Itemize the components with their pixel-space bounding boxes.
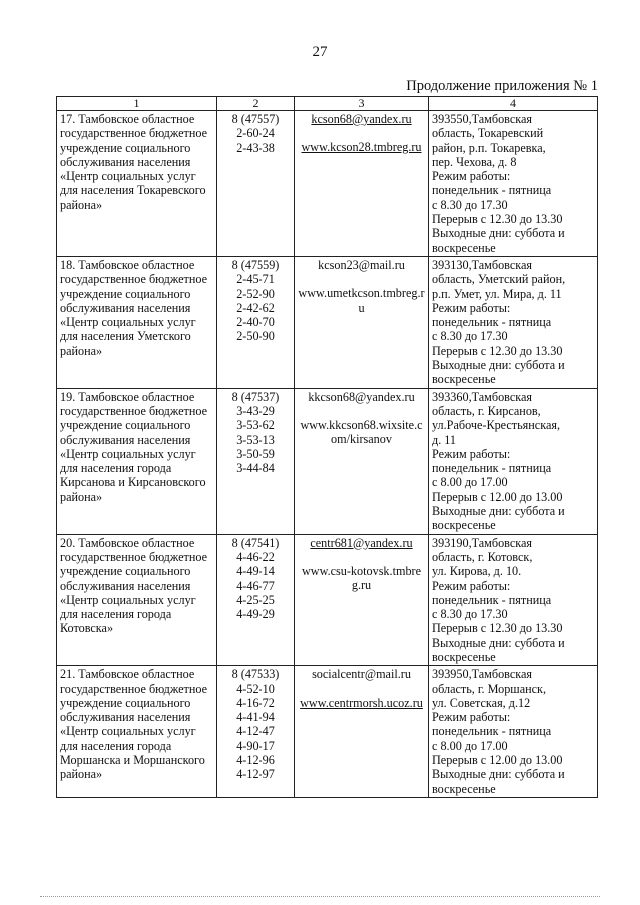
address-line: Перерыв с 12.30 до 13.30: [432, 621, 563, 636]
address-line: ул.Рабоче-Крестьянская,: [432, 418, 561, 433]
organization-cell: [57, 534, 217, 666]
email-link[interactable]: kcson23@mail.ru: [318, 257, 405, 272]
address-line: д. 11: [432, 432, 457, 447]
table-row: [57, 534, 598, 666]
address-line: область, г. Кирсанов,: [432, 403, 541, 418]
address-line: понедельник - пятница: [432, 183, 552, 198]
address-line: с 8.30 до 17.30: [432, 197, 508, 212]
phone-number: 4-12-96: [236, 753, 275, 768]
organization-cell: [57, 666, 217, 798]
phone-area-code: 8 (47559): [231, 257, 280, 272]
phone-number: 4-90-17: [236, 738, 275, 753]
phone-number: 3-44-84: [236, 461, 275, 476]
table-row: [57, 388, 598, 534]
page-bottom-rule: [40, 896, 600, 897]
address-schedule-cell: [429, 388, 598, 534]
social-centers-table: [56, 96, 598, 798]
phone-cell: [217, 534, 295, 666]
address-line: ул. Кирова, д. 10.: [432, 564, 522, 579]
website-link[interactable]: www.kcson28.tmbreg.ru: [301, 140, 422, 155]
phone-number: 2-42-62: [236, 300, 275, 315]
address-line: Перерыв с 12.30 до 13.30: [432, 212, 563, 227]
address-line: 393550,Тамбовская: [432, 112, 533, 126]
table-body: [57, 111, 598, 798]
spacer: [298, 550, 425, 564]
web-contacts-cell: [295, 111, 429, 257]
address-line: с 8.00 до 17.00: [432, 738, 508, 753]
address-line: с 8.30 до 17.30: [432, 329, 508, 344]
address-line: 393360,Тамбовская: [432, 389, 533, 404]
phone-number: 3-53-62: [236, 418, 275, 433]
web-contacts-cell: [295, 534, 429, 666]
table-row: [57, 111, 598, 257]
address-line: понедельник - пятница: [432, 315, 552, 330]
phone-cell: [217, 256, 295, 388]
address-line: Режим работы:: [432, 300, 511, 315]
column-header-2: 2: [217, 97, 295, 111]
address-line: 393190,Тамбовская: [432, 535, 533, 550]
phone-number: 2-60-24: [236, 126, 275, 141]
table-row: [57, 666, 598, 798]
phone-number: 4-46-22: [236, 549, 275, 564]
address-schedule-cell: [429, 666, 598, 798]
spacer: [298, 272, 425, 286]
address-line: с 8.00 до 17.00: [432, 475, 508, 490]
email-link[interactable]: socialcentr@mail.ru: [312, 667, 411, 682]
phone-area-code: 8 (47537): [231, 389, 280, 404]
phone-area-code: 8 (47533): [231, 667, 280, 682]
column-header-4: 4: [429, 97, 598, 111]
phone-number: 4-49-14: [236, 564, 275, 579]
appendix-continuation-note: Продолжение приложения № 1: [406, 78, 598, 94]
address-line: Перерыв с 12.00 до 13.00: [432, 489, 563, 504]
phone-cell: [217, 111, 295, 257]
address-line: понедельник - пятница: [432, 461, 552, 476]
address-line: ул. Советская, д.12: [432, 695, 531, 710]
organization-cell: [57, 388, 217, 534]
address-line: район, р.п. Токаревка,: [432, 140, 546, 155]
phone-number: 4-25-25: [236, 592, 275, 607]
spacer: [298, 682, 425, 696]
organization-cell: [57, 111, 217, 257]
website-link[interactable]: www.centrmorsh.ucoz.ru: [300, 695, 423, 710]
address-line: Перерыв с 12.00 до 13.00: [432, 753, 563, 768]
address-line: Режим работы:: [432, 169, 511, 184]
address-line: воскресенье: [432, 649, 496, 664]
address-line: Режим работы:: [432, 446, 511, 461]
phone-number: 2-52-90: [236, 286, 275, 301]
phone-number: 2-45-71: [236, 272, 275, 287]
address-line: область, г. Котовск,: [432, 549, 533, 564]
organization-name: 20. Тамбовское областное государственное бюджетное учреждение социального обслуживания населения «Центр социальных услуг для населения города Котовска»: [60, 535, 207, 636]
address-line: область, Уметский район,: [432, 272, 566, 287]
phone-number: 2-40-70: [236, 315, 275, 330]
address-line: Выходные дни: суббота и: [432, 226, 565, 241]
address-schedule-cell: [429, 256, 598, 388]
address-line: воскресенье: [432, 240, 496, 255]
address-line: понедельник - пятница: [432, 724, 552, 739]
phone-number: 4-12-97: [236, 767, 275, 782]
address-line: Выходные дни: суббота и: [432, 504, 565, 519]
phone-number: 4-49-29: [236, 607, 275, 622]
address-line: Режим работы:: [432, 710, 511, 725]
table-header-row: [57, 97, 598, 111]
address-line: воскресенье: [432, 781, 496, 796]
address-line: Режим работы:: [432, 578, 511, 593]
spacer: [298, 126, 425, 140]
web-contacts-cell: [295, 666, 429, 798]
phone-number: 3-53-13: [236, 432, 275, 447]
organization-name: 18. Тамбовское областное государственное бюджетное учреждение социального обслуживания населения «Центр социальных услуг для населения Уметского района»: [60, 257, 207, 358]
address-line: область, г. Моршанск,: [432, 681, 546, 696]
address-schedule-cell: [429, 534, 598, 666]
phone-area-code: 8 (47557): [231, 112, 280, 126]
phone-number: 4-16-72: [236, 695, 275, 710]
column-header-1: 1: [57, 97, 217, 111]
phone-number: 4-52-10: [236, 681, 275, 696]
address-line: понедельник - пятница: [432, 592, 552, 607]
web-contacts-cell: [295, 388, 429, 534]
website-link[interactable]: www.kkcson68.wixsite.com/kirsanov: [300, 417, 423, 447]
organization-cell: [57, 256, 217, 388]
address-line: р.п. Умет, ул. Мира, д. 11: [432, 286, 562, 301]
address-line: с 8.30 до 17.30: [432, 607, 508, 622]
phone-number: 4-46-77: [236, 578, 275, 593]
address-line: Выходные дни: суббота и: [432, 358, 565, 373]
phone-cell: [217, 666, 295, 798]
phone-number: 4-12-47: [236, 724, 275, 739]
column-header-3: 3: [295, 97, 429, 111]
email-link[interactable]: centr681@yandex.ru: [310, 535, 413, 550]
phone-area-code: 8 (47541): [231, 535, 280, 550]
website-link[interactable]: www.umetkcson.tmbreg.ru: [298, 286, 425, 315]
email-link[interactable]: kkcson68@yandex.ru: [308, 389, 415, 404]
organization-name: 21. Тамбовское областное государственное бюджетное учреждение социального обслуживания населения «Центр социальных услуг для населения города Моршанска и Моршанского района»: [60, 667, 207, 782]
organization-name: 17. Тамбовское областное государственное бюджетное учреждение социального обслуживания населения «Центр социальных услуг для населения Токаревского района»: [60, 112, 207, 212]
address-line: Выходные дни: суббота и: [432, 767, 565, 782]
spacer: [298, 404, 425, 418]
page-number: 27: [312, 44, 328, 60]
address-line: пер. Чехова, д. 8: [432, 154, 517, 169]
address-line: воскресенье: [432, 372, 496, 387]
organization-name: 19. Тамбовское областное государственное бюджетное учреждение социального обслуживания населения «Центр социальных услуг для населения города Кирсанова и Кирсановского района»: [60, 389, 207, 504]
address-line: Выходные дни: суббота и: [432, 635, 565, 650]
address-line: 393950,Тамбовская: [432, 667, 533, 682]
phone-number: 3-50-59: [236, 446, 275, 461]
phone-number: 2-43-38: [236, 140, 275, 155]
address-line: воскресенье: [432, 518, 496, 533]
phone-number: 2-50-90: [236, 329, 275, 344]
table-row: [57, 256, 598, 388]
phone-number: 4-41-94: [236, 710, 275, 725]
email-link[interactable]: kcson68@yandex.ru: [311, 112, 412, 126]
address-line: 393130,Тамбовская: [432, 257, 533, 272]
address-line: Перерыв с 12.30 до 13.30: [432, 343, 563, 358]
phone-cell: [217, 388, 295, 534]
address-line: область, Токаревский: [432, 126, 544, 141]
address-schedule-cell: [429, 111, 598, 257]
web-contacts-cell: [295, 256, 429, 388]
website-link[interactable]: www.csu-kotovsk.tmbreg.ru: [301, 563, 422, 593]
phone-number: 3-43-29: [236, 403, 275, 418]
